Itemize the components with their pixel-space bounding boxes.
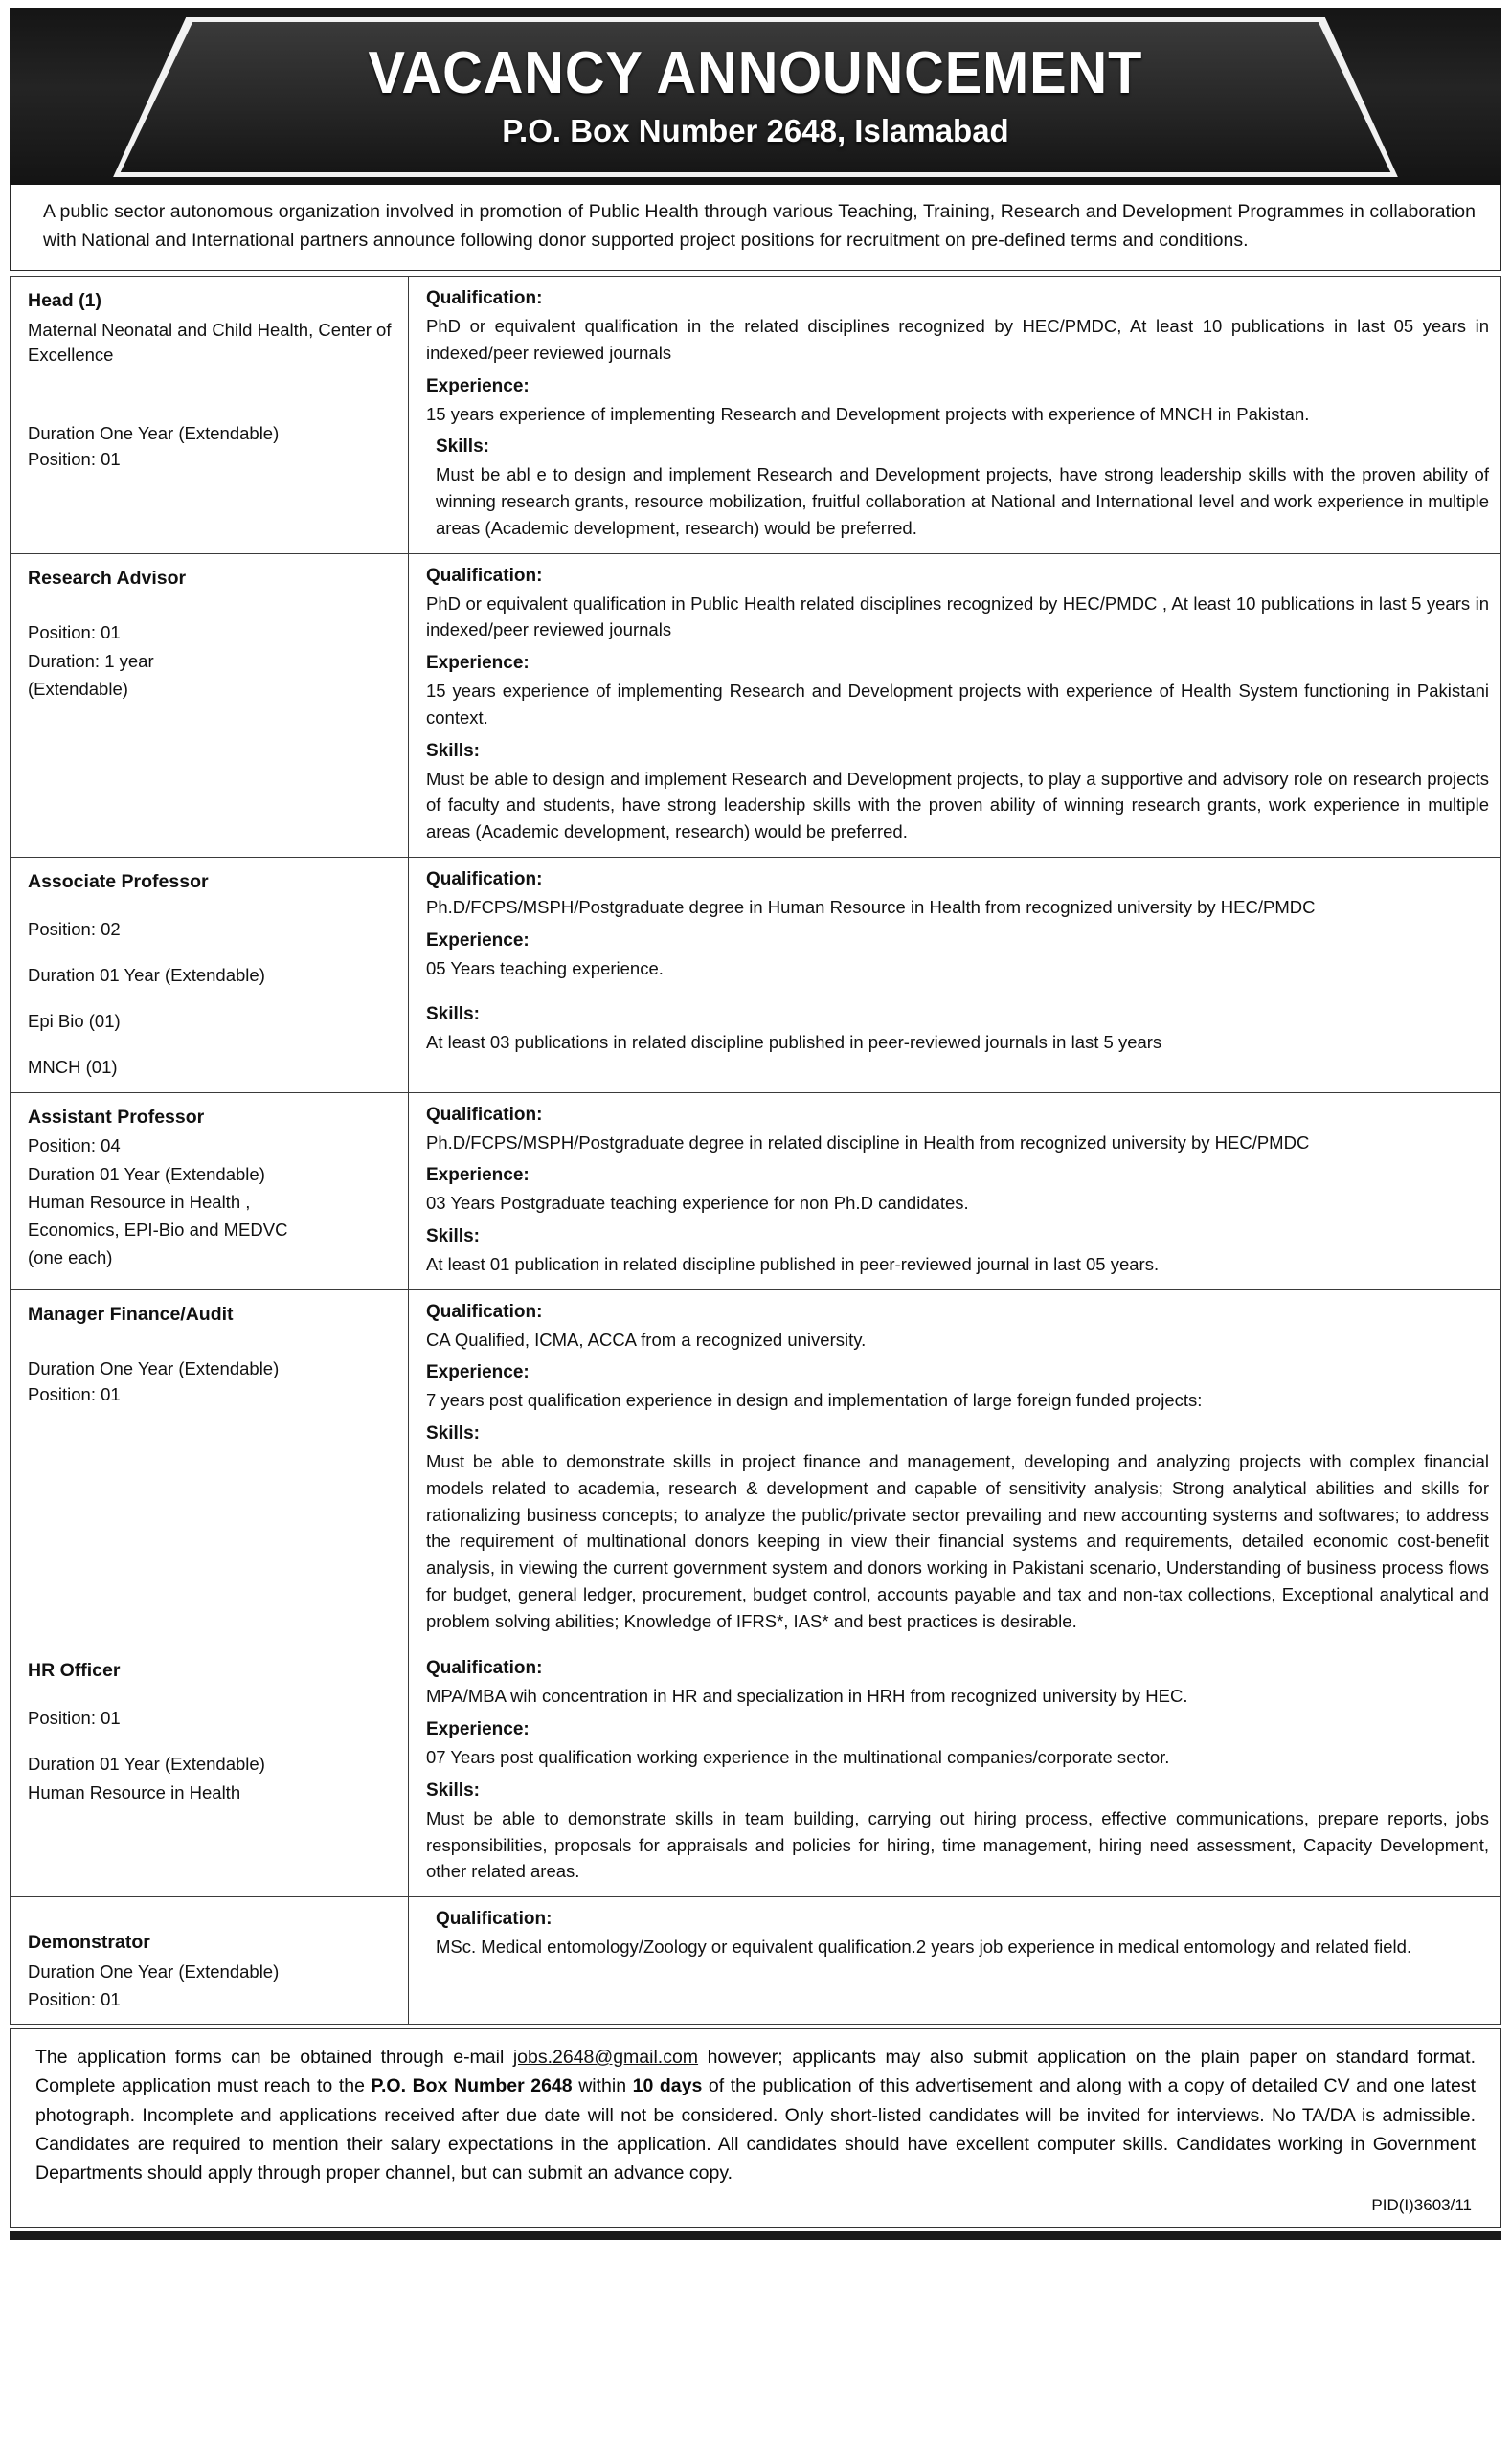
job-position-count: Position: 02 — [28, 918, 121, 939]
experience-label: Experience: — [426, 930, 530, 951]
job-duration: Duration 01 Year (Extendable) — [28, 964, 265, 985]
job-duration: Duration One Year (Extendable) — [28, 423, 280, 444]
job-title: Associate Professor — [28, 870, 209, 892]
experience-label: Experience: — [426, 653, 530, 674]
qualification-text: Ph.D/FCPS/MSPH/Postgraduate degree in Human Resource in Health from recognized university by HEC/PMDC — [426, 896, 1316, 917]
qualification-label: Qualification: — [426, 1658, 543, 1679]
qualification-label: Qualification: — [436, 1909, 553, 1930]
skills-label: Skills: — [426, 1423, 480, 1445]
experience-label: Experience: — [426, 1362, 530, 1383]
job-position-count: Position: 01 — [28, 448, 121, 469]
experience-text: 15 years experience of implementing Research and Development projects with experience of Health System functioning in Pakistani context. — [426, 681, 1489, 728]
footer-part-3: within — [572, 2075, 633, 2097]
footer-part-1: The application forms can be obtained through e-mail — [35, 2047, 513, 2069]
table-row — [11, 1897, 1501, 2025]
job-title: Head (1) — [28, 290, 101, 312]
skills-text: Must be able to demonstrate skills in team building, carrying out hiring process, effective communications, prepare reports, jobs responsibilities, proposals for appraisals and policies for hiring, time management, hiring need assessment, Capacity Development, other related areas. — [426, 1807, 1489, 1882]
job-summary-cell — [11, 277, 409, 553]
job-requirements-cell — [409, 1897, 1501, 2025]
job-summary-cell — [11, 1897, 409, 2025]
skills-text: Must be abl e to design and implement Research and Development projects, have strong leadership skills with the proven ability of winning research grants, resource mobilization, fruitful collaboration at National and International level and work experience in multiple areas (Academic development, research) would be preferred. — [436, 464, 1489, 538]
header-banner — [10, 8, 1501, 185]
job-discipline-1: Human Resource in Health — [28, 1781, 241, 1803]
skills-text: At least 03 publications in related discipline published in peer-reviewed journals in last 5 years — [426, 1032, 1162, 1053]
jobs-table — [10, 276, 1501, 2025]
page-title: VACANCY ANNOUNCEMENT — [368, 39, 1143, 106]
intro-paragraph: A public sector autonomous organization involved in promotion of Public Health through various Teaching, Training, Research and Development Programmes in collaboration with National and International partners announce following donor supported project positions for recruitment on pre-defined terms and conditions. — [10, 185, 1501, 271]
skills-text: Must be able to design and implement Research and Development projects, to play a supportive and advisory role on research projects of faculty and students, have strong leadership skills with the proven ability of winning research grants, work experience in multiple areas (Academic development, research) would be preferred. — [426, 768, 1489, 842]
qualification-text: PhD or equivalent qualification in Public Health related disciplines recognized by HEC/PMDC , At least 10 publications in last 5 years in indexed/peer reviewed journals — [426, 593, 1489, 640]
job-requirements-cell — [409, 857, 1501, 1092]
footer-part-4: of the publication of this advertisement and along with a copy of detailed CV and one latest photograph. Incomplete and applications received after due date will not be considered. Only short-listed candidates will be invited for interviews. No TA/DA is admissible. Candidates are required to mention their salary expectations in the application. All candidates should have excellent computer skills. Candidates working in Government Departments should apply through proper channel, but can submit an advance copy. — [35, 2075, 1476, 2184]
table-row — [11, 1646, 1501, 1897]
skills-label: Skills: — [426, 1226, 480, 1246]
job-duration: Duration: 1 year — [28, 650, 154, 671]
job-extendable: (Extendable) — [28, 678, 128, 699]
job-requirements-cell — [409, 277, 1501, 553]
qualification-text: MSc. Medical entomology/Zoology or equivalent qualification.2 years job experience in medical entomology and related field. — [436, 1937, 1412, 1957]
banner-text-group — [10, 8, 1501, 185]
table-row — [11, 1289, 1501, 1646]
qualification-text: Ph.D/FCPS/MSPH/Postgraduate degree in related discipline in Health from recognized university by HEC/PMDC — [426, 1131, 1310, 1153]
experience-text: 05 Years teaching experience. — [426, 957, 664, 978]
job-requirements-cell — [409, 553, 1501, 857]
job-duration: Duration 01 Year (Extendable) — [28, 1163, 265, 1184]
application-instructions — [10, 2028, 1501, 2227]
job-discipline-2: Economics, EPI-Bio and MEDVC — [28, 1220, 288, 1241]
pid-reference: PID(I)3603/11 — [1371, 2196, 1472, 2215]
job-position-count: Position: 04 — [28, 1135, 121, 1156]
experience-text: 15 years experience of implementing Research and Development projects with experience of MNCH in Pakistan. — [426, 403, 1310, 424]
job-requirements-cell — [409, 1646, 1501, 1897]
skills-text: Must be able to demonstrate skills in project finance and management, developing and analyzing projects with complex financial models related to academia, research & development and capable of sensitivity analysis; Strong analytical abilities and skills for rationalizing business concepts; to analyze the public/private sector prevailing and new accounting systems and softwares; to address the requirement of multinational donors keeping in view their financial systems and requirements, detailed economic cost-benefit analysis, in viewing the current government system and donors working in Pakistani scenario, Understanding of business process flows for budget, general ledger, procurement, budget control, accounts payable and tax and non-tax collections, Exceptional analytical and problem solving abilities; Knowledge of IFRS*, IAS* and best practices is desirable. — [426, 1451, 1489, 1631]
table-row — [11, 1092, 1501, 1289]
job-duration: Duration One Year (Extendable) — [28, 1960, 280, 1982]
job-requirements-cell — [409, 1289, 1501, 1646]
po-box-emphasis: P.O. Box Number 2648 — [371, 2075, 573, 2097]
qualification-label: Qualification: — [426, 1104, 543, 1125]
job-discipline-1: Epi Bio (01) — [28, 1011, 121, 1032]
job-title: Assistant Professor — [28, 1106, 205, 1128]
experience-label: Experience: — [426, 1719, 530, 1740]
job-position-count: Position: 01 — [28, 622, 121, 643]
skills-label: Skills: — [426, 740, 480, 761]
job-discipline-2: MNCH (01) — [28, 1057, 118, 1078]
skills-label: Skills: — [436, 437, 489, 458]
job-duration: Duration One Year (Extendable) — [28, 1358, 280, 1379]
experience-text: 03 Years Postgraduate teaching experience for non Ph.D candidates. — [426, 1193, 969, 1214]
deadline-emphasis: 10 days — [632, 2075, 703, 2097]
job-discipline-3: (one each) — [28, 1247, 113, 1268]
footer-part-2: however; applicants may also submit application on the plain paper on standard format. Complete application must reach to the — [35, 2047, 1476, 2097]
skills-label: Skills: — [426, 1004, 480, 1025]
job-summary-cell — [11, 553, 409, 857]
job-summary-cell — [11, 1289, 409, 1646]
job-title: Demonstrator — [28, 1932, 150, 1954]
qualification-text: CA Qualified, ICMA, ACCA from a recognized university. — [426, 1329, 867, 1350]
job-position-count: Position: 01 — [28, 1988, 121, 2009]
table-row — [11, 277, 1501, 553]
qualification-label: Qualification: — [426, 288, 543, 309]
job-requirements-cell — [409, 1092, 1501, 1289]
job-position-count: Position: 01 — [28, 1383, 121, 1404]
job-title: HR Officer — [28, 1660, 121, 1682]
job-title: Research Advisor — [28, 567, 187, 589]
job-position-count: Position: 01 — [28, 1708, 121, 1729]
skills-label: Skills: — [426, 1780, 480, 1801]
job-department: Maternal Neonatal and Child Health, Center of Excellence — [28, 319, 392, 366]
qualification-label: Qualification: — [426, 1301, 543, 1322]
qualification-label: Qualification: — [426, 868, 543, 889]
experience-label: Experience: — [426, 375, 530, 396]
job-duration: Duration 01 Year (Extendable) — [28, 1754, 265, 1775]
page-subtitle: P.O. Box Number 2648, Islamabad — [502, 113, 1009, 149]
job-summary-cell — [11, 1646, 409, 1897]
job-title: Manager Finance/Audit — [28, 1303, 234, 1325]
job-summary-cell — [11, 857, 409, 1092]
qualification-text: MPA/MBA wih concentration in HR and specialization in HRH from recognized university by HEC. — [426, 1686, 1188, 1707]
application-email-link[interactable]: jobs.2648@gmail.com — [512, 2047, 699, 2069]
experience-text: 7 years post qualification experience in design and implementation of large foreign funded projects: — [426, 1390, 1203, 1411]
experience-label: Experience: — [426, 1165, 530, 1186]
qualification-text: PhD or equivalent qualification in the related disciplines recognized by HEC/PMDC, At least 10 publications in last 05 years in indexed/peer reviewed journals — [426, 316, 1489, 363]
bottom-rule — [10, 2231, 1501, 2240]
table-row — [11, 553, 1501, 857]
skills-text: At least 01 publication in related discipline published in peer-reviewed journal in last 05 years. — [426, 1253, 1160, 1274]
job-discipline-1: Human Resource in Health , — [28, 1191, 251, 1212]
table-row — [11, 857, 1501, 1092]
experience-text: 07 Years post qualification working experience in the multinational companies/corporate sector. — [426, 1747, 1170, 1768]
job-summary-cell — [11, 1092, 409, 1289]
qualification-label: Qualification: — [426, 565, 543, 586]
